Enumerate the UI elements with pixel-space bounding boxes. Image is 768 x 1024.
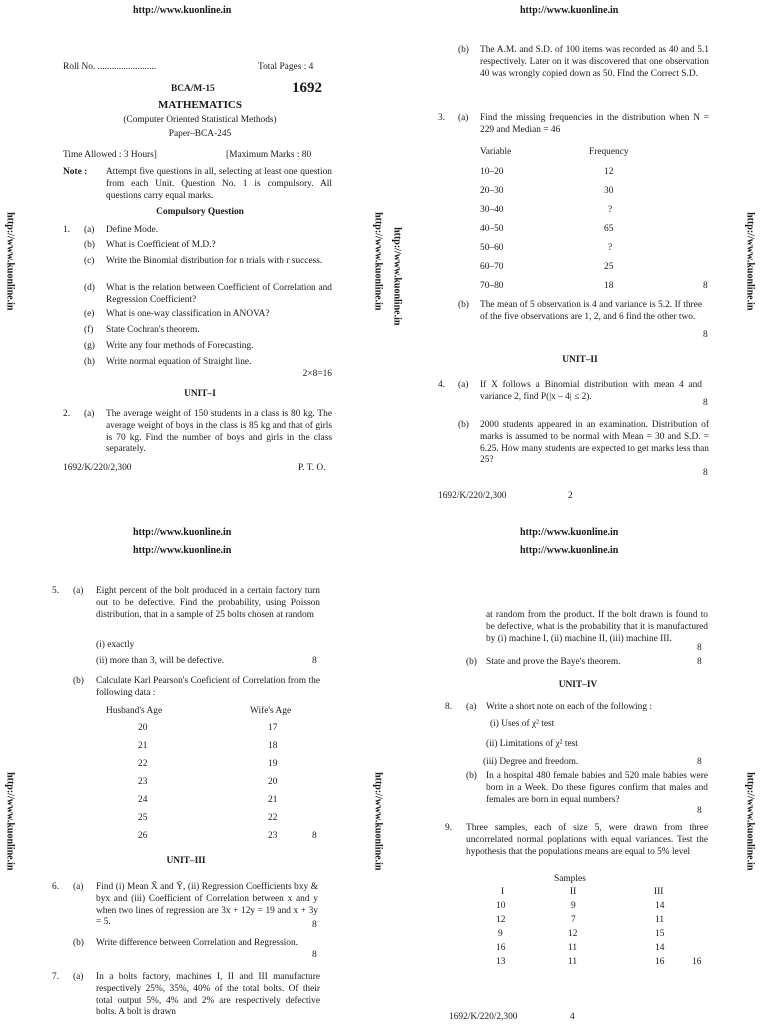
maximum-marks: [Maximum Marks : 80 — [226, 150, 312, 160]
site-url-top-left[interactable]: http://www.kuonline.in — [133, 5, 232, 16]
paper-code: Paper–BCA-245 — [168, 129, 232, 139]
q8-number: 8. — [445, 702, 453, 712]
q1-part-text: Write the Binomial distribution for n trials with r success. — [106, 256, 323, 266]
site-url-mid-right-2[interactable]: http://www.kuonline.in — [520, 545, 619, 556]
table-cell: 11 — [655, 915, 665, 925]
q1-part-label: (a) — [84, 225, 95, 235]
table-cell: 22 — [138, 759, 148, 769]
unit-3-heading: UNIT–III — [166, 856, 206, 866]
table-header: Variable — [480, 147, 512, 157]
time-allowed: Time Allowed : 3 Hours] — [63, 150, 157, 160]
table-cell: 23 — [268, 831, 278, 841]
site-url-top-right[interactable]: http://www.kuonline.in — [520, 5, 619, 16]
q7-number: 7. — [52, 972, 60, 982]
q7a-continued: at random from the product. If the bolt drawn is found to be defective, what is the probability that it is manufactured by (i) machine I, (ii) machine II, (iii) machine III. — [486, 610, 708, 644]
table-cell: 10–20 — [480, 167, 504, 177]
side-url-mid-top[interactable]: http://www.kuonline.in — [372, 212, 384, 311]
table-cell: 11 — [568, 957, 578, 967]
q5a-text: Eight percent of the bolt produced in a certain factory turn out to be defective. Find the probability, using Poisson distribution, that in a sample of 25 bolts chosen at random — [96, 586, 320, 620]
q7a-text: In a bolts factory, machines I, II and III manufacture respectively 25%, 35%, 40% of the total bolts. Of their total output 5%, 4% and 2% are respectively defective bolts. A bolt is drawn — [96, 972, 320, 1018]
table-cell: 14 — [655, 943, 665, 953]
q5-number: 5. — [52, 586, 60, 596]
table-cell: 13 — [496, 957, 506, 967]
table-cell: 15 — [655, 929, 665, 939]
table-cell: 22 — [268, 813, 278, 823]
table-cell: 7 — [571, 915, 576, 925]
q7b-marks: 8 — [697, 657, 702, 667]
table-header: III — [654, 887, 664, 897]
q9-marks: 16 — [692, 957, 702, 967]
total-pages: Total Pages : 4 — [258, 62, 314, 72]
q8a-i: (i) Uses of χ² test — [490, 719, 555, 729]
table-header: Frequency — [589, 147, 629, 157]
q5a-ii: (ii) more than 3, will be defective. — [96, 656, 225, 666]
q2a-label: (a) — [84, 409, 95, 419]
table-cell: 17 — [268, 723, 278, 733]
table-cell: 10 — [496, 901, 506, 911]
q3a-label: (a) — [458, 113, 469, 123]
compulsory-heading: Compulsory Question — [156, 207, 244, 217]
table-cell: 12 — [604, 167, 614, 177]
table-cell: 14 — [655, 901, 665, 911]
q4a-marks: 8 — [703, 398, 708, 408]
q8a-ii: (ii) Limitations of χ² test — [486, 739, 578, 749]
page-number-2: 2 — [568, 491, 573, 501]
q2a-text: The average weight of 150 students in a class is 80 kg. The average weight of boys in the class is 85 kg and that of girls is 70 kg. Find the number of boys and girls in the class separately. — [106, 409, 332, 455]
table-cell: 12 — [568, 929, 578, 939]
table-cell: 21 — [268, 795, 278, 805]
q3-number: 3. — [438, 113, 446, 123]
note-label: Note : — [63, 167, 88, 177]
q6b-text: Write difference between Correlation and Regression. — [96, 938, 298, 948]
table-cell: 19 — [268, 759, 278, 769]
table-cell: 20 — [268, 777, 278, 787]
note-text: Attempt five questions in all, selecting at least one question from each Unit. Question No. 1 is compulsory. All questions carry equal marks. — [106, 167, 332, 201]
unit-4-heading: UNIT–IV — [558, 680, 598, 690]
q1-part-label: (c) — [84, 256, 95, 266]
q7b-text: State and prove the Baye's theorem. — [486, 657, 621, 667]
site-url-mid-left-2[interactable]: http://www.kuonline.in — [133, 545, 232, 556]
footer-code-page-4: 1692/K/220/2,300 — [449, 1012, 518, 1022]
q7b-label: (b) — [466, 657, 477, 667]
q1-part-text: State Cochran's theorem. — [106, 325, 200, 335]
subject-title: MATHEMATICS — [158, 99, 242, 111]
q8a-text: Write a short note on each of the following : — [486, 702, 652, 712]
table-header: Wife's Age — [250, 706, 292, 716]
q7a-marks: 8 — [697, 643, 702, 653]
q4b-label: (b) — [458, 420, 469, 430]
q1-part-text: Write any four methods of Forecasting. — [106, 341, 254, 351]
q1-number: 1. — [63, 225, 71, 235]
side-url-left-bottom[interactable]: http://www.kuonline.in — [4, 772, 16, 871]
paper-number: 1692 — [292, 80, 322, 96]
q1-part-text: What is Coefficient of M.D.? — [106, 240, 216, 250]
table-cell: 26 — [138, 831, 148, 841]
q9-text: Three samples, each of size 5, were drawn from three uncorrelated normal poplations with equal variances. Test the hypothesis that the populations means are equal to 5% level — [466, 823, 708, 857]
table-cell: 30 — [604, 186, 614, 196]
table-cell: 40–50 — [480, 224, 504, 234]
q2b-label: (b) — [458, 45, 469, 55]
table-cell: 20 — [138, 723, 148, 733]
site-url-mid-right-1[interactable]: http://www.kuonline.in — [520, 527, 619, 538]
table-cell: 20–30 — [480, 186, 504, 196]
q8a-iii: (iii) Degree and freedom. — [483, 757, 579, 767]
table-cell: 9 — [498, 929, 503, 939]
table-header: II — [570, 887, 577, 897]
q8b-marks: 8 — [697, 806, 702, 816]
table-cell: 18 — [604, 281, 614, 291]
table-cell: 12 — [496, 915, 506, 925]
table-cell: 60–70 — [480, 262, 504, 272]
q1-part-label: (g) — [84, 341, 95, 351]
course-code: BCA/M-15 — [171, 84, 215, 94]
q3a-text: Find the missing frequencies in the distribution when N = 229 and Median = 46 — [480, 113, 709, 135]
table-cell: 65 — [604, 224, 614, 234]
site-url-mid-left-1[interactable]: http://www.kuonline.in — [133, 527, 232, 538]
side-url-midright-top[interactable]: http://www.kuonline.in — [391, 227, 403, 326]
table-cell: 18 — [268, 741, 278, 751]
q4b-text: 2000 students appeared in an examination. Distribution of marks is assumed to be normal with Mean = 30 and S.D. = 6.25. How many students are expected to get marks less than 25? — [480, 420, 709, 466]
q3b-label: (b) — [458, 300, 469, 310]
footer-code-page-1: 1692/K/220/2,300 — [63, 463, 132, 473]
q1-part-text: What is one-way classification in ANOVA? — [106, 309, 270, 319]
samples-label: Samples — [554, 874, 586, 884]
q8a-marks: 8 — [697, 757, 702, 767]
q4-number: 4. — [438, 380, 446, 390]
table-header: I — [501, 887, 505, 897]
table-cell: 70–80 — [480, 281, 504, 291]
table-header: Husband's Age — [106, 706, 163, 716]
pto: P. T. O. — [298, 463, 326, 473]
table-cell: 50–60 — [480, 243, 504, 253]
table-cell: 24 — [138, 795, 148, 805]
q2b-text: The A.M. and S.D. of 100 items was recorded as 40 and 5.1 respectively. Later on it was discovered that one observation 40 was wrongly copied down as 50. FInd the Correct S.D. — [480, 45, 709, 79]
unit-1-heading: UNIT–I — [184, 389, 216, 399]
q1-part-label: (h) — [84, 357, 95, 367]
table-cell: 11 — [568, 943, 578, 953]
q1-part-text: Define Mode. — [106, 225, 159, 235]
side-url-mid-bottom[interactable]: http://www.kuonline.in — [372, 772, 384, 871]
table-cell: 21 — [138, 741, 148, 751]
q4b-marks: 8 — [703, 468, 708, 478]
page-number-4: 4 — [570, 1012, 575, 1022]
q9-number: 9. — [445, 823, 453, 833]
q6-number: 6. — [52, 882, 60, 892]
q5b-text: Calculate Karl Pearson's Coeficient of Correlation from the following data : — [96, 676, 320, 698]
q7a-label: (a) — [73, 972, 84, 982]
q1-part-label: (b) — [84, 240, 95, 250]
side-url-right-bottom[interactable]: http://www.kuonline.in — [744, 772, 756, 871]
q8b-text: In a hospital 480 female babies and 520 male babies were born in a Week. Do these figures confirm that males and females are born in equal numbers? — [486, 771, 708, 805]
table-cell: ? — [608, 205, 613, 215]
side-url-left-top[interactable]: http://www.kuonline.in — [4, 212, 16, 311]
q1-part-label: (d) — [84, 283, 95, 293]
table-cell: 16 — [655, 957, 665, 967]
table-cell: 25 — [604, 262, 614, 272]
q5a-label: (a) — [73, 586, 84, 596]
q8a-label: (a) — [466, 702, 477, 712]
unit-2-heading: UNIT–II — [562, 355, 598, 365]
q6b-label: (b) — [73, 938, 84, 948]
q1-part-label: (e) — [84, 309, 95, 319]
q3a-marks: 8 — [703, 281, 708, 291]
subject-subtitle: (Computer Oriented Statistical Methods) — [123, 115, 277, 125]
q5b-label: (b) — [73, 676, 84, 686]
q5a-marks: 8 — [312, 656, 317, 666]
q5a-i: (i) exactly — [96, 640, 135, 650]
q1-part-text: Write normal equation of Straight line. — [106, 357, 252, 367]
q3b-marks: 8 — [703, 330, 708, 340]
q5b-marks: 8 — [312, 831, 317, 841]
table-cell: 16 — [496, 943, 506, 953]
roll-no: Roll No. ......................... — [63, 62, 157, 72]
side-url-right-top[interactable]: http://www.kuonline.in — [744, 212, 756, 311]
footer-code-page-2: 1692/K/220/2,300 — [438, 491, 507, 501]
table-cell: 9 — [571, 901, 576, 911]
q1-part-label: (f) — [84, 325, 94, 335]
q4a-label: (a) — [458, 380, 469, 390]
table-cell: 23 — [138, 777, 148, 787]
q4a-text: If X follows a Binomial distribution with mean 4 and variance 2, find P(|x – 4| ≤ 2). — [480, 380, 702, 402]
q6a-text: Find (i) Mean X̄ and Ȳ, (ii) Regression Coefficients bxy & byx and (iii) Coefficient of Correlation between x and y when two lines of regression are 3x + 12y = 19 and x + 3y = 5. — [96, 882, 318, 928]
q1-part-text: What is the relation between Coefficient of Correlation and Regression Coefficient? — [106, 283, 332, 305]
table-cell: 30–40 — [480, 205, 504, 215]
table-cell: 25 — [138, 813, 148, 823]
q1-marks: 2×8=16 — [302, 369, 332, 379]
q6a-marks: 8 — [312, 920, 317, 930]
q6a-label: (a) — [73, 882, 84, 892]
table-cell: ? — [608, 243, 613, 253]
q6b-marks: 8 — [312, 950, 317, 960]
q2-number: 2. — [63, 409, 71, 419]
q3b-text: The mean of 5 observation is 4 and variance is 5.2. If three of the five observations are 1, 2, and 6 find the other two. — [480, 300, 702, 322]
q8b-label: (b) — [466, 771, 477, 781]
